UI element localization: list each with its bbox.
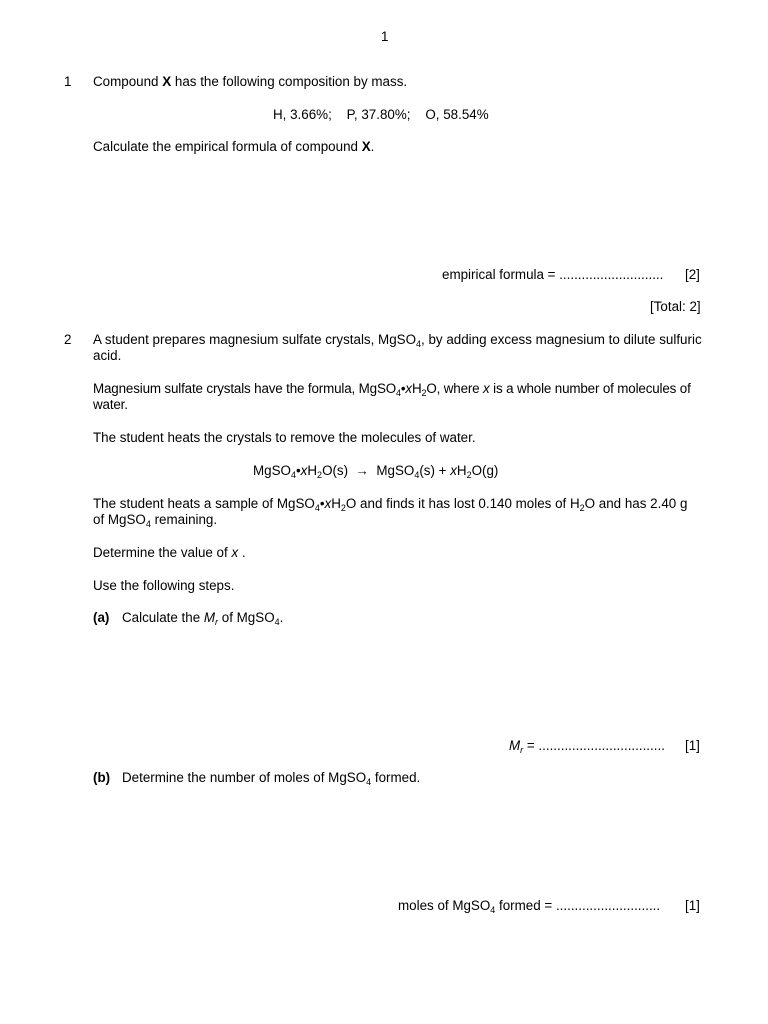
question-2-paragraph-2: Magnesium sulfate crystals have the formula, $MgSO_4•xH_2O$, where x is a whole number of molecules of water. [93,381,691,412]
question-2-paragraph-6: Use the following steps. [93,578,235,593]
part-b-answer-line: moles of MgSO$_4$ formed = ............................ [398,898,661,915]
question-2-equation: $MgSO_4•xH_2O(s)$ → MgSO$_4$(s) + $xH_2O(g)$ [253,463,499,480]
question-2-paragraph-3: The student heats the crystals to remove the molecules of water. [93,430,476,445]
question-2-paragraph-5: Determine the value of x . [93,545,246,560]
question-1-total: [Total: 2] [650,299,701,314]
question-1-task: Calculate the empirical formula of compound X. [93,139,375,154]
part-a-marks: [1] [685,738,700,753]
question-1-composition: H, 3.66%; P, 37.80%; O, 58.54% [273,107,489,122]
part-b-letter: (b) [93,770,111,785]
question-1-intro: Compound X has the following composition by mass. [93,74,408,89]
part-a-letter: (a) [93,610,110,625]
page-number: 1 [381,29,389,44]
part-b-marks: [1] [685,898,700,913]
question-1-number: 1 [64,74,72,89]
part-a-question: Calculate the $M_r$ of MgSO$_4$. [122,610,284,627]
question-1-marks: [2] [685,267,700,282]
question-2-paragraph-4: The student heats a sample of $MgSO_4•xH_2O$ and finds it has lost 0.140 moles of $H_2O$ and has 2.40 g of MgSO$_4$ remaining. [93,496,688,529]
question-2-number: 2 [64,332,72,347]
part-a-answer-line: $M_r$ = .................................. [509,738,665,755]
question-2-paragraph-1: A student prepares magnesium sulfate crystals, MgSO$_4$, by adding excess magnesium to dilute sulfuric acid. [93,332,702,363]
question-1-answer-line: empirical formula = ............................ [442,267,664,282]
part-b-question: Determine the number of moles of MgSO$_4$ formed. [122,770,421,787]
